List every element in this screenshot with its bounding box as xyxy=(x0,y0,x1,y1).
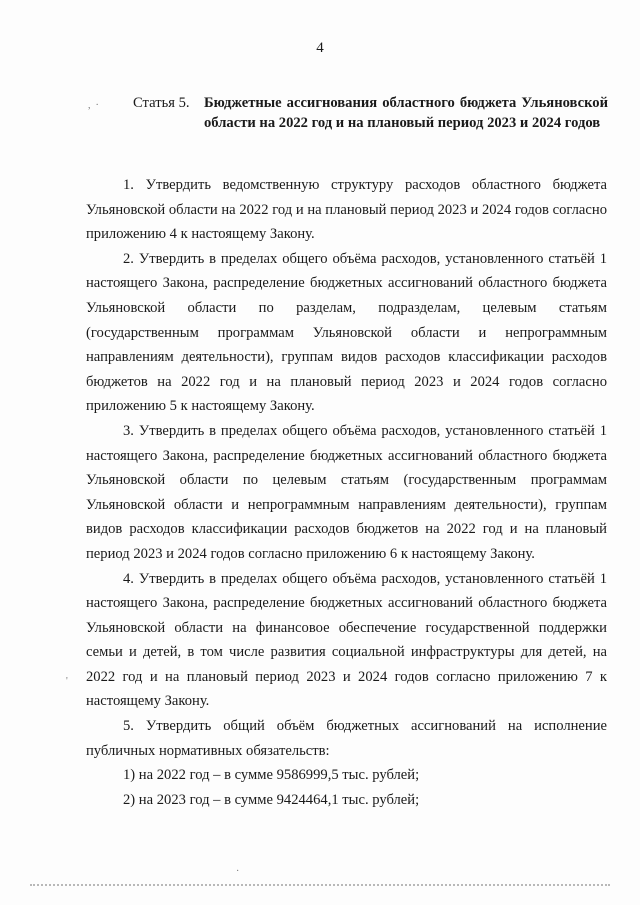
list-item-2022: 1) на 2022 год – в сумме 9586999,5 тыс. рублей; xyxy=(123,767,420,784)
paragraph-5: 5. Утвердить общий объём бюджетных ассигнований на исполнение публичных нормативных обязательств: xyxy=(86,718,607,759)
article-body xyxy=(86,173,607,812)
article-heading xyxy=(133,93,608,133)
scan-edge-line xyxy=(30,884,610,886)
paragraph-1: 1. Утвердить ведомственную структуру расходов областного бюджета Ульяновской области на 2022 год и на плановый период 2023 и 2024 годов согласно приложению 4 к настоящему Закону. xyxy=(86,177,607,243)
paragraph-3: 3. Утвердить в пределах общего объёма расходов, установленного статьёй 1 настоящего Закона, распределение бюджетных ассигнований областного бюджета Ульяновской области по целевым статьям (государственным программам Ульяновской области и непрограммным направлениям деятельности), группам видов расходов классификации расходов бюджетов на 2022 год и на плановый период 2023 и 2024 годов согласно приложению 6 к настоящему Закону. xyxy=(86,422,607,562)
scan-speck: , · xyxy=(88,100,99,111)
page-number: 4 xyxy=(316,40,324,56)
scan-speck: · xyxy=(236,866,240,877)
article-label: Статья 5. xyxy=(133,95,190,111)
list-item-2023: 2) на 2023 год – в сумме 9424464,1 тыс. рублей; xyxy=(123,791,420,808)
paragraph-4: 4. Утвердить в пределах общего объёма расходов, установленного статьёй 1 настоящего Закона, распределение бюджетных ассигнований областного бюджета Ульяновской области на финансовое обеспечение государственной поддержки семьи и детей, в том числе развития социальной инфраструктуры для детей, на 2022 год и на плановый период 2023 и 2024 годов согласно приложению 7 к настоящему Закону. xyxy=(86,570,607,710)
article-title: Бюджетные ассигнования областного бюджета Ульяновской области на 2022 год и на плановый период 2023 и 2024 годов xyxy=(204,95,608,131)
paragraph-2: 2. Утвердить в пределах общего объёма расходов, установленного статьёй 1 настоящего Закона, распределение бюджетных ассигнований областного бюджета Ульяновской области по разделам, подразделам, целевым статьям (государственным программам Ульяновской области и непрограммным направлениям деятельности), группам видов расходов классификации расходов бюджетов на 2022 год и на плановый период 2023 и 2024 годов согласно приложению 5 к настоящему Закону. xyxy=(86,250,607,415)
scan-speck: ' xyxy=(66,676,68,687)
